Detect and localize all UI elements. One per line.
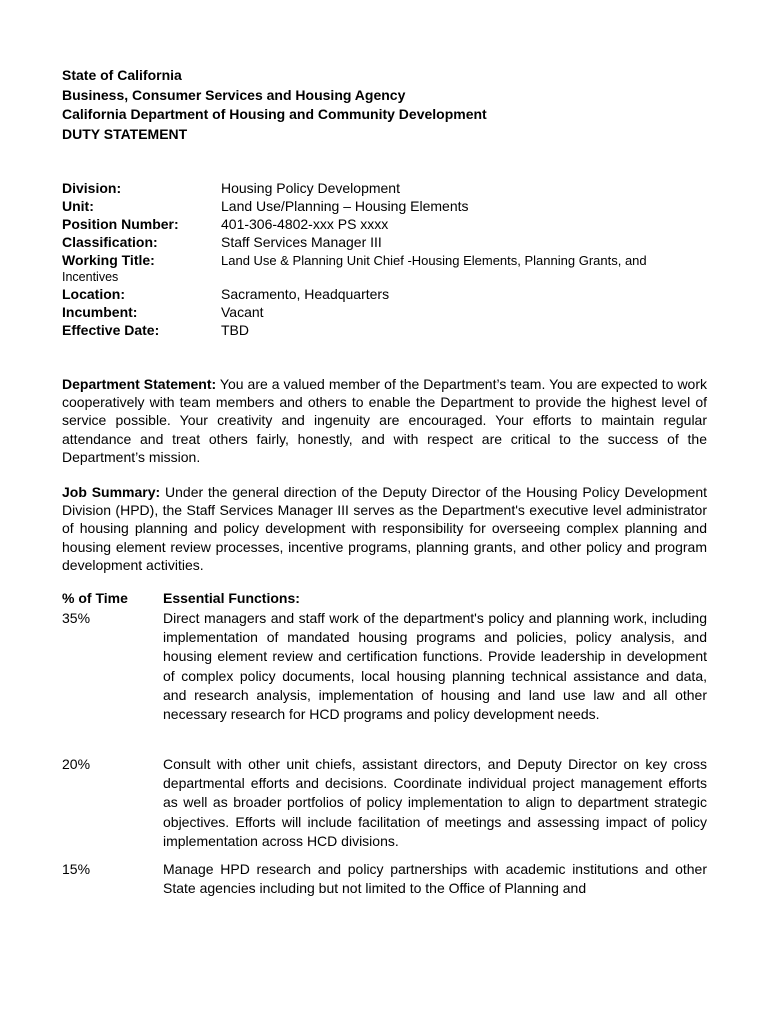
function-text: Direct managers and staff work of the department's policy and planning work, including implementation of mandated housing programs and policies, policy analysis, and housing element review and certification functions. Provide leadership in development of complex policy documents, local housing planning technical assistance and data, and research analysis, implementation of housing and land use law and all other necessary research for HCD programs and policy development needs.	[163, 610, 707, 723]
function-percent: 15%	[62, 861, 91, 877]
effective-date-label: Effective Date:	[62, 322, 160, 338]
function-text: Consult with other unit chiefs, assistant directors, and Deputy Director on key cross departmental efforts and decisions. Coordinate individual project management efforts as well as broader portfolios of policy implementation to align to department strategic objectives. Efforts will include facilitation of meetings and assessing impact of policy implementation across HCD divisions.	[163, 756, 707, 849]
position-number-value: 401-306-4802-xxx PS xxxx	[221, 216, 389, 232]
division-label: Division:	[62, 180, 122, 196]
unit-value: Land Use/Planning – Housing Elements	[221, 198, 469, 214]
classification-label: Classification:	[62, 234, 158, 250]
header-doc-title: DUTY STATEMENT	[62, 125, 188, 142]
position-number-label: Position Number:	[62, 216, 179, 232]
unit-label: Unit:	[62, 198, 94, 214]
header-state: State of California	[62, 67, 182, 83]
header-agency: Business, Consumer Services and Housing Agency	[62, 86, 406, 103]
effective-date-value: TBD	[221, 322, 249, 338]
function-percent: 20%	[62, 756, 91, 772]
incumbent-value: Vacant	[221, 304, 264, 320]
essential-functions-header: Essential Functions:	[163, 590, 300, 606]
job-summary	[62, 483, 707, 574]
classification-value: Staff Services Manager III	[221, 234, 382, 250]
percent-time-header: % of Time	[62, 590, 128, 606]
document-header	[62, 66, 487, 144]
incumbent-label: Incumbent:	[62, 304, 138, 320]
working-title-continuation: Incentives	[62, 270, 119, 284]
department-statement-text: You are a valued member of the Department’s team. You are expected to work cooperatively with team members and others to enable the Department to provide the highest level of service possible. Your creativity and ingenuity are encouraged. Your efforts to maintain regular attendance and treat others fairly, honestly, and with respect are critical to the success of the Department’s mission.	[62, 376, 708, 465]
working-title-value: Land Use & Planning Unit Chief -Housing Elements, Planning Grants, and	[221, 253, 647, 268]
location-value: Sacramento, Headquarters	[221, 286, 390, 302]
header-department: California Department of Housing and Community Development	[62, 106, 487, 122]
function-text: Manage HPD research and policy partnerships with academic institutions and other State agencies including but not limited to the Office of Planning and	[163, 861, 707, 897]
function-percent: 35%	[62, 610, 91, 626]
department-statement-label: Department Statement:	[62, 376, 217, 392]
location-label: Location:	[62, 286, 125, 302]
working-title-label: Working Title:	[62, 252, 155, 268]
division-value: Housing Policy Development	[221, 180, 400, 196]
job-summary-label: Job Summary:	[62, 484, 161, 500]
job-summary-text: Under the general direction of the Deputy Director of the Housing Policy Development Division (HPD), the Staff Services Manager III serves as the Department's executive level administrator of housing planning and policy development with responsibility for overseeing complex planning and housing element review processes, incentive programs, planning grants, and other policy and program development activities.	[62, 484, 707, 573]
department-statement	[62, 375, 707, 466]
functions-header	[62, 590, 707, 608]
